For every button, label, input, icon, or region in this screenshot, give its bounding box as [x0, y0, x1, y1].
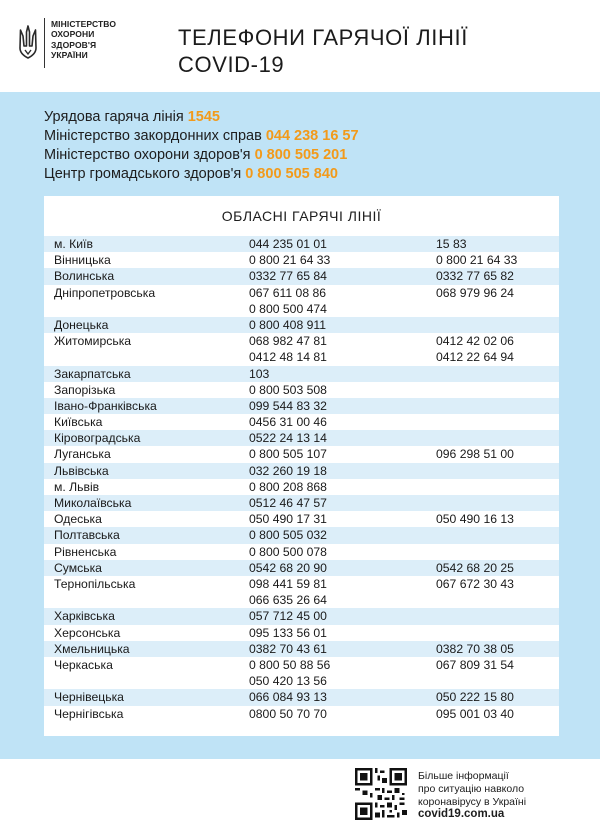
national-hotline — [44, 108, 359, 127]
phone-column-1 — [249, 317, 326, 333]
regional-title: ОБЛАСНІ ГАРЯЧІ ЛІНІЇ — [221, 208, 382, 224]
table-row — [44, 641, 559, 657]
phone-number: 098 441 59 81 — [249, 576, 327, 591]
phone-number: 095 133 56 01 — [249, 625, 327, 640]
region-name: Тернопільська — [54, 576, 136, 591]
phone-column-2 — [436, 689, 514, 705]
phone-number: 0 800 503 508 — [249, 382, 327, 397]
phone-number: 068 979 96 24 — [436, 285, 514, 300]
phone-number: 057 712 45 00 — [249, 609, 327, 624]
national-hotlines — [44, 108, 359, 184]
phone-number: 0382 70 43 61 — [249, 641, 327, 656]
phone-number: 0 800 505 032 — [249, 528, 327, 543]
phone-number: 096 298 51 00 — [436, 447, 514, 462]
table-row — [44, 268, 559, 284]
phone-column-2 — [436, 706, 514, 722]
phone-number: 068 982 47 81 — [249, 334, 327, 349]
table-row — [44, 560, 559, 576]
ministry-name-line: МІНІСТЕРСТВО — [51, 19, 117, 29]
phone-number: 0522 24 13 14 — [249, 431, 327, 446]
logo-divider — [44, 18, 45, 68]
phone-number: 099 544 83 32 — [249, 398, 327, 413]
table-row — [44, 430, 559, 446]
table-row — [44, 495, 559, 511]
phone-number: 0542 68 20 25 — [436, 560, 514, 575]
region-name: Миколаївська — [54, 496, 132, 511]
phone-column-1 — [249, 495, 327, 511]
table-row — [44, 527, 559, 543]
table-row — [44, 479, 559, 495]
phone-number: 0332 77 65 82 — [436, 269, 514, 284]
info-line: коронавірусу в Україні — [418, 795, 527, 808]
phone-column-1 — [249, 463, 327, 479]
phone-number: 0412 48 14 81 — [249, 350, 327, 365]
hotline-number: 0 800 505 840 — [245, 166, 338, 182]
phone-number: 0332 77 65 84 — [249, 269, 327, 284]
hotline-number: 0 800 505 201 — [254, 147, 348, 163]
table-row — [44, 446, 559, 462]
table-row — [44, 511, 559, 527]
phone-column-2 — [436, 641, 514, 657]
phone-column-1 — [249, 479, 327, 495]
phone-column-1 — [249, 382, 327, 398]
national-hotline — [44, 127, 359, 146]
regional-table — [44, 236, 559, 722]
region-name: Львівська — [54, 463, 109, 478]
phone-number: 15 83 — [436, 237, 467, 251]
hotline-label: Центр громадського здоров'я — [44, 166, 246, 182]
phone-column-2 — [436, 236, 467, 252]
table-row — [44, 625, 559, 641]
phone-column-2 — [436, 268, 514, 284]
header — [0, 0, 600, 92]
info-line: про ситуацію навколо — [418, 782, 525, 795]
phone-column-1 — [249, 430, 327, 446]
phone-column-2 — [436, 446, 514, 462]
region-name: Одеська — [54, 512, 102, 527]
phone-column-1 — [249, 544, 327, 560]
region-name: Запорізька — [54, 382, 116, 397]
table-row — [44, 236, 559, 252]
region-name: Дніпропетровська — [54, 285, 156, 300]
trident-icon — [18, 24, 38, 60]
region-name: Чернівецька — [54, 690, 124, 705]
phone-column-1 — [249, 511, 327, 527]
region-name: Івано-Франківська — [54, 398, 157, 413]
phone-number: 0 800 21 64 33 — [249, 253, 331, 268]
ministry-name-line: ЗДОРОВ'Я — [51, 39, 97, 50]
region-name: Волинська — [54, 269, 115, 284]
phone-column-1 — [249, 527, 327, 543]
table-row — [44, 252, 559, 268]
hotline-number: 044 238 16 57 — [265, 128, 359, 144]
ministry-name-line: ОХОРОНИ — [51, 29, 95, 40]
phone-column-1 — [249, 333, 327, 365]
table-row — [44, 689, 559, 705]
table-row — [44, 706, 559, 722]
phone-number: 0382 70 38 05 — [436, 641, 514, 656]
phone-column-1 — [249, 706, 327, 722]
hotline-label: Урядова гаряча лінія — [44, 109, 188, 125]
regional-hotlines-panel — [44, 196, 559, 736]
phone-number: 067 611 08 86 — [249, 285, 327, 300]
table-row — [44, 608, 559, 624]
phone-column-1 — [249, 236, 327, 252]
table-row — [44, 382, 559, 398]
phone-number: 0 800 50 88 56 — [249, 657, 331, 672]
phone-column-2 — [436, 511, 514, 527]
phone-column-2 — [436, 252, 517, 268]
region-name: Черкаська — [54, 657, 113, 672]
phone-number: 066 635 26 64 — [249, 593, 327, 608]
phone-column-1 — [249, 252, 330, 268]
phone-number: 0 800 500 078 — [249, 544, 327, 559]
region-name: м. Львів — [54, 479, 100, 494]
phone-column-1 — [249, 625, 327, 641]
region-name: Луганська — [54, 447, 111, 462]
phone-column-1 — [249, 446, 327, 462]
phone-number: 0 800 208 868 — [249, 479, 327, 494]
ministry-logo — [18, 18, 116, 70]
table-row — [44, 366, 559, 382]
title-line-2: COVID-19 — [178, 52, 285, 77]
info-text — [418, 770, 526, 808]
phone-number: 032 260 19 18 — [249, 463, 327, 478]
national-hotline — [44, 146, 359, 165]
phone-number: 067 809 31 54 — [436, 657, 514, 672]
phone-column-2 — [436, 333, 514, 365]
phone-column-1 — [249, 366, 269, 382]
table-row — [44, 398, 559, 414]
phone-number: 095 001 03 40 — [436, 706, 514, 721]
site-link[interactable]: covid19.com.ua — [418, 808, 505, 821]
phone-number: 066 084 93 13 — [249, 690, 327, 705]
table-row — [44, 576, 559, 608]
phone-number: 0 800 505 107 — [249, 447, 327, 462]
national-hotline — [44, 165, 359, 184]
table-row — [44, 414, 559, 430]
phone-column-1 — [249, 657, 330, 689]
table-row — [44, 544, 559, 560]
phone-column-2 — [436, 285, 514, 301]
phone-column-1 — [249, 560, 327, 576]
phone-number: 050 222 15 80 — [436, 690, 514, 705]
ministry-name — [51, 18, 116, 60]
title-line-1: ТЕЛЕФОНИ ГАРЯЧОЇ ЛІНІЇ — [178, 25, 468, 50]
region-name: м. Київ — [54, 237, 93, 251]
phone-column-1 — [249, 608, 327, 624]
hotline-number: 1545 — [187, 109, 220, 125]
phone-column-2 — [436, 560, 514, 576]
phone-number: 050 490 17 31 — [249, 512, 327, 527]
phone-column-1 — [249, 285, 327, 317]
region-name: Харківська — [54, 609, 115, 624]
page-title — [178, 24, 468, 78]
phone-number: 103 — [249, 366, 270, 381]
qr-code-icon — [355, 768, 407, 820]
table-row — [44, 657, 559, 689]
phone-number: 0542 68 20 90 — [249, 560, 327, 575]
region-name: Рівненська — [54, 544, 117, 559]
hotline-label: Міністерство охорони здоров'я — [44, 147, 255, 163]
region-name: Закарпатська — [54, 366, 131, 381]
phone-column-1 — [249, 414, 327, 430]
region-name: Херсонська — [54, 625, 121, 640]
phone-number: 0 800 21 64 33 — [436, 253, 518, 268]
phone-column-1 — [249, 576, 327, 608]
phone-number: 0512 46 47 57 — [249, 496, 327, 511]
table-row — [44, 317, 559, 333]
phone-number: 0412 22 64 94 — [436, 350, 514, 365]
info-line: Більше інформації — [418, 770, 509, 782]
region-name: Житомирська — [54, 334, 132, 349]
region-name: Чернігівська — [54, 706, 124, 721]
phone-column-1 — [249, 398, 327, 414]
phone-column-1 — [249, 641, 327, 657]
phone-column-1 — [249, 689, 327, 705]
region-name: Донецька — [54, 317, 109, 332]
phone-column-1 — [249, 268, 327, 284]
hotline-label: Міністерство закордонних справ — [44, 128, 266, 144]
phone-number: 0456 31 00 46 — [249, 415, 327, 430]
phone-column-2 — [436, 576, 514, 592]
more-info — [418, 770, 526, 821]
phone-number: 0412 42 02 06 — [436, 334, 514, 349]
phone-number: 0 800 500 474 — [249, 301, 327, 316]
region-name: Полтавська — [54, 528, 120, 543]
phone-number: 067 672 30 43 — [436, 576, 514, 591]
phone-number: 044 235 01 01 — [249, 237, 327, 251]
table-row — [44, 333, 559, 365]
region-name: Хмельницька — [54, 641, 130, 656]
phone-number: 0800 50 70 70 — [249, 706, 327, 721]
region-name: Київська — [54, 415, 103, 430]
region-name: Кіровоградська — [54, 431, 141, 446]
region-name: Сумська — [54, 560, 102, 575]
phone-number: 0 800 408 911 — [249, 317, 327, 332]
table-row — [44, 285, 559, 317]
region-name: Вінницька — [54, 253, 111, 268]
ministry-name-line: УКРАЇНИ — [51, 49, 88, 60]
table-row — [44, 463, 559, 479]
phone-column-2 — [436, 657, 514, 673]
phone-number: 050 420 13 56 — [249, 674, 327, 689]
phone-number: 050 490 16 13 — [436, 512, 514, 527]
